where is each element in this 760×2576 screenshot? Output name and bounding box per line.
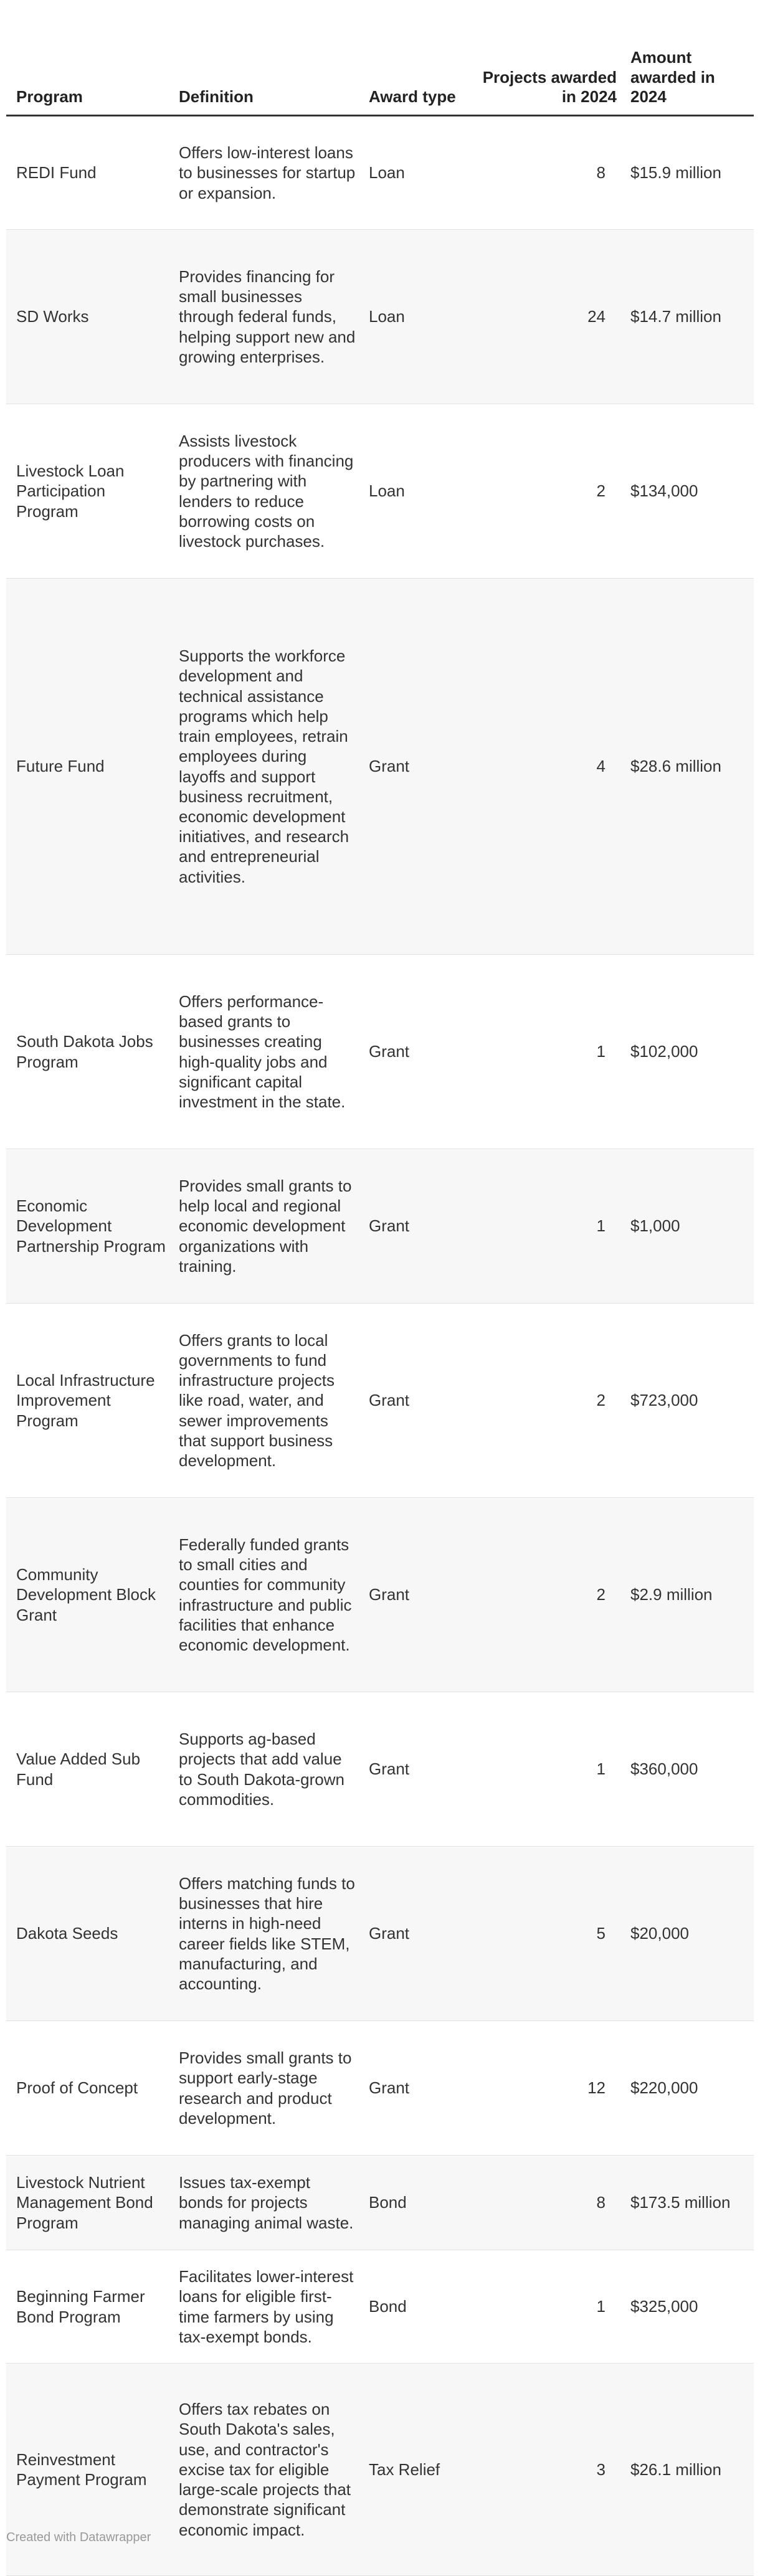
table-row <box>6 1692 754 1847</box>
header-projects[interactable]: Projects awarded in 2024 <box>478 0 630 116</box>
cell-projects: 8 <box>478 2156 630 2250</box>
header-program[interactable]: Program <box>6 0 179 116</box>
cell-award-type: Loan <box>369 230 478 404</box>
table-row <box>6 404 754 579</box>
cell-definition: Provides financing for small businesses through federal funds, helping support new and growing enterprises. <box>179 230 369 404</box>
cell-amount: $134,000 <box>630 404 754 579</box>
cell-projects: 2 <box>478 404 630 579</box>
cell-program: Dakota Seeds <box>6 1847 179 2021</box>
header-row <box>6 0 754 116</box>
cell-amount: $26.1 million <box>630 2364 754 2576</box>
cell-program: Value Added Sub Fund <box>6 1692 179 1847</box>
cell-definition: Provides small grants to help local and regional economic development organizations with training. <box>179 1149 369 1304</box>
table-row <box>6 1149 754 1304</box>
cell-program: Future Fund <box>6 579 179 955</box>
cell-projects: 2 <box>478 1498 630 1692</box>
table-row <box>6 2156 754 2250</box>
cell-program: Reinvestment Payment Program <box>6 2364 179 2576</box>
cell-program: Livestock Nutrient Management Bond Program <box>6 2156 179 2250</box>
cell-definition: Supports the workforce development and technical assistance programs which help train employees, retrain employees during layoffs and support business recruitment, economic development initiatives, and research and entrepreneurial activities. <box>179 579 369 955</box>
cell-definition: Offers performance-based grants to businesses creating high-quality jobs and significant capital investment in the state. <box>179 955 369 1149</box>
table-row <box>6 2250 754 2364</box>
cell-award-type: Tax Relief <box>369 2364 478 2576</box>
cell-amount: $15.9 million <box>630 116 754 230</box>
cell-definition: Supports ag-based projects that add value to South Dakota-grown commodities. <box>179 1692 369 1847</box>
header-award-type[interactable]: Award type <box>369 0 478 116</box>
cell-program: Economic Development Partnership Program <box>6 1149 179 1304</box>
table-row <box>6 116 754 230</box>
cell-award-type: Loan <box>369 404 478 579</box>
cell-projects: 3 <box>478 2364 630 2576</box>
cell-definition: Offers matching funds to businesses that hire interns in high-need career fields like STEM, manufacturing, and accounting. <box>179 1847 369 2021</box>
cell-amount: $723,000 <box>630 1304 754 1498</box>
datawrapper-credit: Created with Datawrapper <box>6 2531 151 2544</box>
cell-program: REDI Fund <box>6 116 179 230</box>
cell-amount: $2.9 million <box>630 1498 754 1692</box>
cell-award-type: Loan <box>369 116 478 230</box>
cell-projects: 1 <box>478 1149 630 1304</box>
cell-program: Community Development Block Grant <box>6 1498 179 1692</box>
table-row <box>6 230 754 404</box>
cell-amount: $220,000 <box>630 2021 754 2156</box>
cell-amount: $1,000 <box>630 1149 754 1304</box>
header-definition[interactable]: Definition <box>179 0 369 116</box>
header-amount[interactable]: Amount awarded in 2024 <box>630 0 754 116</box>
cell-award-type: Grant <box>369 1304 478 1498</box>
table-row <box>6 1847 754 2021</box>
cell-award-type: Bond <box>369 2156 478 2250</box>
cell-definition: Offers low-interest loans to businesses for startup or expansion. <box>179 116 369 230</box>
cell-definition: Issues tax-exempt bonds for projects managing animal waste. <box>179 2156 369 2250</box>
cell-definition: Offers tax rebates on South Dakota's sales, use, and contractor's excise tax for eligible large-scale projects that demonstrate significant economic impact. <box>179 2364 369 2576</box>
cell-projects: 2 <box>478 1304 630 1498</box>
cell-definition: Assists livestock producers with financing by partnering with lenders to reduce borrowing costs on livestock purchases. <box>179 404 369 579</box>
cell-projects: 4 <box>478 579 630 955</box>
table-row <box>6 1304 754 1498</box>
cell-amount: $102,000 <box>630 955 754 1149</box>
cell-award-type: Grant <box>369 1498 478 1692</box>
cell-amount: $14.7 million <box>630 230 754 404</box>
cell-projects: 8 <box>478 116 630 230</box>
cell-projects: 5 <box>478 1847 630 2021</box>
cell-projects: 24 <box>478 230 630 404</box>
cell-program: Local Infrastructure Improvement Program <box>6 1304 179 1498</box>
cell-program: SD Works <box>6 230 179 404</box>
cell-award-type: Grant <box>369 955 478 1149</box>
cell-amount: $28.6 million <box>630 579 754 955</box>
table-row <box>6 2021 754 2156</box>
cell-projects: 1 <box>478 2250 630 2364</box>
cell-projects: 12 <box>478 2021 630 2156</box>
cell-award-type: Grant <box>369 1149 478 1304</box>
cell-program: Proof of Concept <box>6 2021 179 2156</box>
cell-definition: Federally funded grants to small cities and counties for community infrastructure and public facilities that enhance economic development. <box>179 1498 369 1692</box>
cell-definition: Provides small grants to support early-stage research and product development. <box>179 2021 369 2156</box>
table-row <box>6 579 754 955</box>
programs-table <box>6 0 754 2576</box>
table-row <box>6 955 754 1149</box>
cell-program: South Dakota Jobs Program <box>6 955 179 1149</box>
cell-amount: $20,000 <box>630 1847 754 2021</box>
cell-amount: $325,000 <box>630 2250 754 2364</box>
cell-award-type: Grant <box>369 1692 478 1847</box>
cell-projects: 1 <box>478 1692 630 1847</box>
cell-award-type: Grant <box>369 579 478 955</box>
cell-definition: Offers grants to local governments to fund infrastructure projects like road, water, and sewer improvements that support business development. <box>179 1304 369 1498</box>
table-row <box>6 1498 754 1692</box>
cell-definition: Facilitates lower-interest loans for eligible first-time farmers by using tax-exempt bonds. <box>179 2250 369 2364</box>
cell-award-type: Grant <box>369 2021 478 2156</box>
cell-award-type: Grant <box>369 1847 478 2021</box>
cell-amount: $360,000 <box>630 1692 754 1847</box>
cell-award-type: Bond <box>369 2250 478 2364</box>
cell-projects: 1 <box>478 955 630 1149</box>
cell-program: Beginning Farmer Bond Program <box>6 2250 179 2364</box>
cell-amount: $173.5 million <box>630 2156 754 2250</box>
cell-program: Livestock Loan Participation Program <box>6 404 179 579</box>
